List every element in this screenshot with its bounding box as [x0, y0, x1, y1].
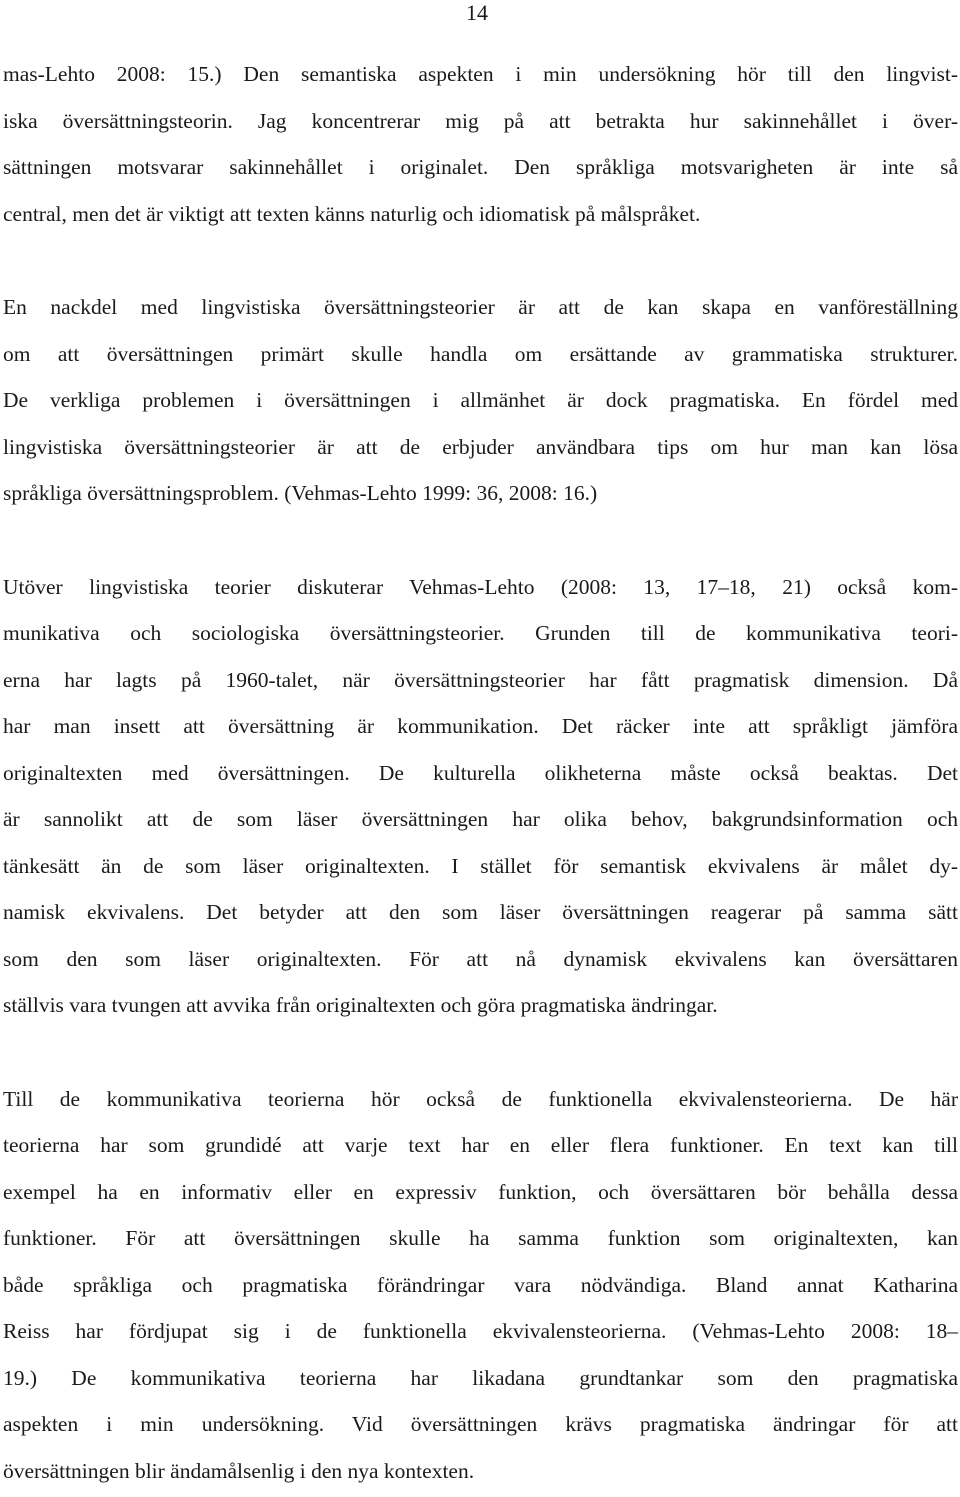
paragraph — [3, 1079, 958, 1497]
text-line: iska översättningsteorin. Jag koncentrerar mig på att betrakta hur sakinnehållet i över- — [3, 101, 958, 148]
text-line: sättningen motsvarar sakinnehållet i originalet. Den språkliga motsvarigheten är inte så — [3, 147, 958, 194]
text-line: lingvistiska översättningsteorier är att de erbjuder användbara tips om hur man kan lösa — [3, 427, 958, 474]
page-number: 14 — [466, 0, 488, 26]
text-line: som den som läser originaltexten. För att nå dynamisk ekvivalens kan översättaren — [3, 939, 958, 986]
text-line: namisk ekvivalens. Det betyder att den som läser översättningen reagerar på samma sätt — [3, 892, 958, 939]
paragraph-spacer — [3, 520, 958, 567]
text-line: De verkliga problemen i översättningen i allmänhet är dock pragmatiska. En fördel med — [3, 380, 958, 427]
text-line: funktioner. För att översättningen skulle ha samma funktion som originaltexten, kan — [3, 1218, 958, 1265]
text-line: har man insett att översättning är kommunikation. Det räcker inte att språkligt jämföra — [3, 706, 958, 753]
text-line: exempel ha en informativ eller en expressiv funktion, och översättaren bör behålla dessa — [3, 1172, 958, 1219]
paragraph — [3, 287, 958, 520]
text-line: 19.) De kommunikativa teorierna har likadana grundtankar som den pragmatiska — [3, 1358, 958, 1405]
document-body — [3, 54, 958, 1497]
text-line: originaltexten med översättningen. De kulturella olikheterna måste också beaktas. Det — [3, 753, 958, 800]
text-line: översättningen blir ändamålsenlig i den nya kontexten. — [3, 1451, 958, 1497]
text-line: ställvis vara tvungen att avvika från originaltexten och göra pragmatiska ändringar. — [3, 985, 958, 1032]
text-line: både språkliga och pragmatiska förändringar vara nödvändiga. Bland annat Katharina — [3, 1265, 958, 1312]
text-line: erna har lagts på 1960-talet, när översättningsteorier har fått pragmatisk dimension. Då — [3, 660, 958, 707]
text-line: central, men det är viktigt att texten känns naturlig och idiomatisk på målspråket. — [3, 194, 958, 241]
paragraph-spacer — [3, 240, 958, 287]
text-line: Till de kommunikativa teorierna hör också de funktionella ekvivalensteorierna. De här — [3, 1079, 958, 1126]
text-line: munikativa och sociologiska översättningsteorier. Grunden till de kommunikativa teori- — [3, 613, 958, 660]
paragraph — [3, 54, 958, 240]
text-line: är sannolikt att de som läser översättningen har olika behov, bakgrundsinformation och — [3, 799, 958, 846]
text-line: teorierna har som grundidé att varje text har en eller flera funktioner. En text kan till — [3, 1125, 958, 1172]
paragraph-spacer — [3, 1032, 958, 1079]
text-line: En nackdel med lingvistiska översättningsteorier är att de kan skapa en vanföreställning — [3, 287, 958, 334]
text-line: aspekten i min undersökning. Vid översättningen krävs pragmatiska ändringar för att — [3, 1404, 958, 1451]
text-line: Reiss har fördjupat sig i de funktionella ekvivalensteorierna. (Vehmas-Lehto 2008: 18– — [3, 1311, 958, 1358]
text-line: tänkesätt än de som läser originaltexten. I stället för semantisk ekvivalens är målet dy- — [3, 846, 958, 893]
text-line: mas-Lehto 2008: 15.) Den semantiska aspekten i min undersökning hör till den lingvist- — [3, 54, 958, 101]
text-line: om att översättningen primärt skulle handla om ersättande av grammatiska strukturer. — [3, 334, 958, 381]
paragraph — [3, 567, 958, 1032]
text-line: Utöver lingvistiska teorier diskuterar Vehmas-Lehto (2008: 13, 17–18, 21) också kom- — [3, 567, 958, 614]
text-line: språkliga översättningsproblem. (Vehmas-Lehto 1999: 36, 2008: 16.) — [3, 473, 958, 520]
